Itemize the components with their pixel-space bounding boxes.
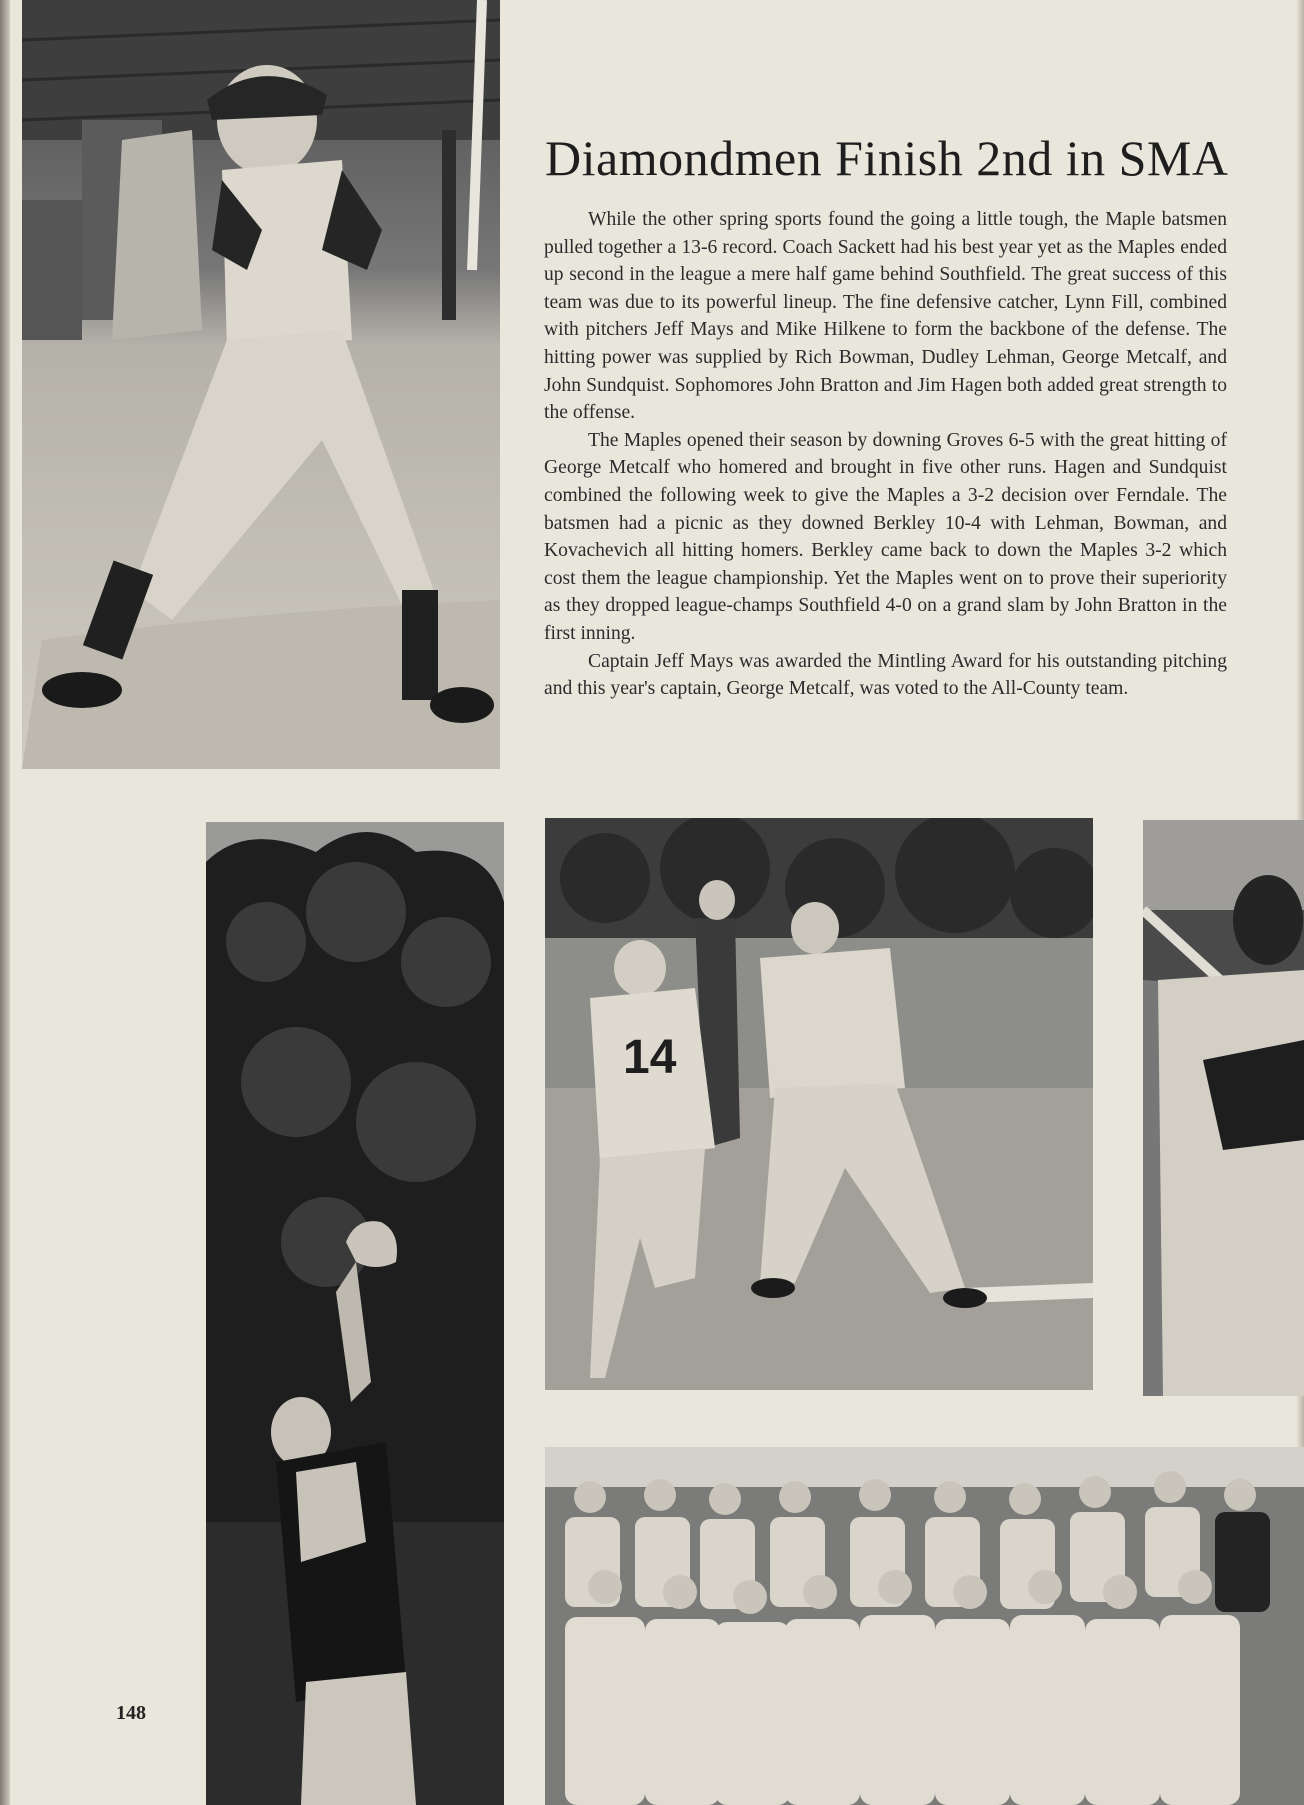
runner-jersey-number: 14: [623, 1031, 677, 1084]
photo-base-play: [545, 818, 1093, 1390]
photo-fielder-catching: [206, 822, 504, 1805]
photo-batter-cropped: [1143, 820, 1304, 1396]
article-headline: Diamondmen Finish 2nd in SMA: [545, 130, 1229, 186]
article-body: [544, 206, 1227, 703]
page-number: 148: [116, 1702, 146, 1724]
page-spine-shadow: [0, 0, 10, 1805]
article-paragraph: The Maples opened their season by downing Groves 6-5 with the great hitting of George Metcalf who homered and brought in five other runs. Hagen and Sundquist combined the following week to give the Maples a 3-2 decision over Ferndale. The batsmen had a picnic as they downed Berkley 10-4 with Lehman, Bowman, and Kovachevich all hitting homers. Berkley came back to down the Maples 3-2 which cost them the league championship. Yet the Maples went on to prove their superiority as they dropped league-champs Southfield 4-0 on a grand slam by John Bratton in the first inning.: [544, 429, 1227, 644]
photo-batter: [22, 0, 500, 769]
article-paragraph: While the other spring sports found the going a little tough, the Maple batsmen pulled together a 13-6 record. Coach Sackett had his best year yet as the Maples ended up second in the league a mere half game behind Southfield. The great success of this team was due to its powerful lineup. The fine defensive catcher, Lynn Fill, combined with pitchers Jeff Mays and Mike Hilkene to form the backbone of the defense. The hitting power was supplied by Rich Bowman, Dudley Lehman, George Metcalf, and John Sundquist. Sophomores John Bratton and Jim Hagen both added great strength to the offense.: [544, 209, 1227, 424]
photo-team-group: [545, 1447, 1304, 1805]
article-paragraph: Captain Jeff Mays was awarded the Mintling Award for his outstanding pitching and this year's captain, George Metcalf, was voted to the All-County team.: [544, 650, 1227, 700]
